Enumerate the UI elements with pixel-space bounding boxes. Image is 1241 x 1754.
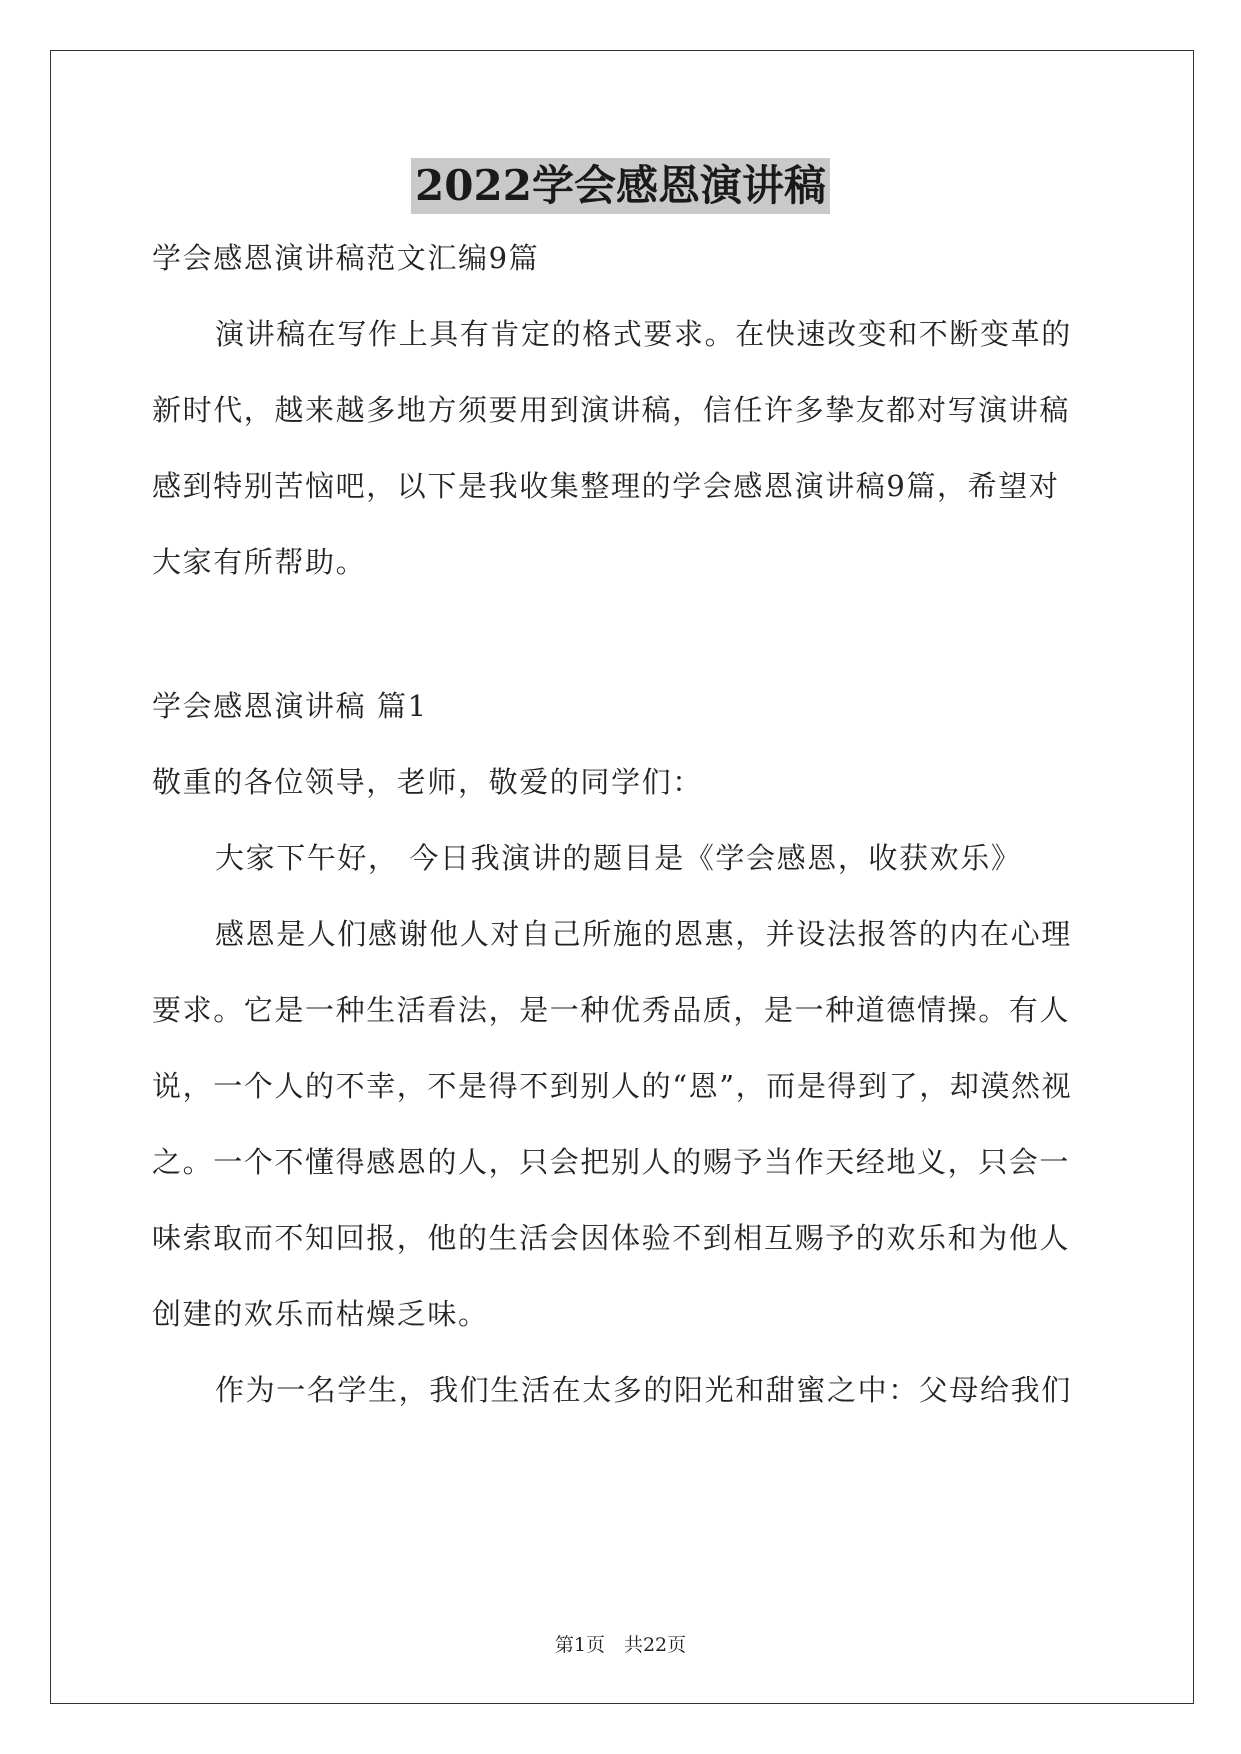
intro-line-4: 大家有所帮助。 <box>152 545 367 579</box>
greeting: 大家下午好， 今日我演讲的题目是《学会感恩，收获欢乐》 <box>215 841 1022 875</box>
body-line-4: 之。一个不懂得感恩的人，只会把别人的赐予当作天经地义，只会一 <box>152 1145 1071 1179</box>
intro-line-1: 演讲稿在写作上具有肯定的格式要求。在快速改变和不断变革的 <box>215 317 1072 351</box>
document-title <box>0 158 1241 214</box>
intro-line-3: 感到特别苦恼吧，以下是我收集整理的学会感恩演讲稿9篇，希望对 <box>152 469 1060 503</box>
page-footer <box>0 1630 1241 1657</box>
body-line-3: 说，一个人的不幸，不是得不到别人的“恩”，而是得到了，却漠然视 <box>152 1069 1073 1103</box>
intro-line-2: 新时代，越来越多地方须要用到演讲稿，信任许多挚友都对写演讲稿 <box>152 393 1071 427</box>
body-line-6: 创建的欢乐而枯燥乏味。 <box>152 1297 489 1331</box>
document-subtitle: 学会感恩演讲稿范文汇编9篇 <box>152 241 540 275</box>
page-border <box>50 50 1194 1704</box>
body-line-5: 味索取而不知回报，他的生活会因体验不到相互赐予的欢乐和为他人 <box>152 1221 1071 1255</box>
body-line-2: 要求。它是一种生活看法，是一种优秀品质，是一种道德情操。有人 <box>152 993 1071 1027</box>
body-line-7: 作为一名学生，我们生活在太多的阳光和甜蜜之中：父母给我们 <box>215 1373 1072 1407</box>
section-heading: 学会感恩演讲稿 篇1 <box>152 689 428 723</box>
salutation: 敬重的各位领导，老师，敬爱的同学们： <box>152 765 703 799</box>
document-title-text: 2022学会感恩演讲稿 <box>411 158 830 214</box>
page-number: 第1页 共22页 <box>554 1634 687 1656</box>
body-line-1: 感恩是人们感谢他人对自己所施的恩惠，并设法报答的内在心理 <box>215 917 1072 951</box>
